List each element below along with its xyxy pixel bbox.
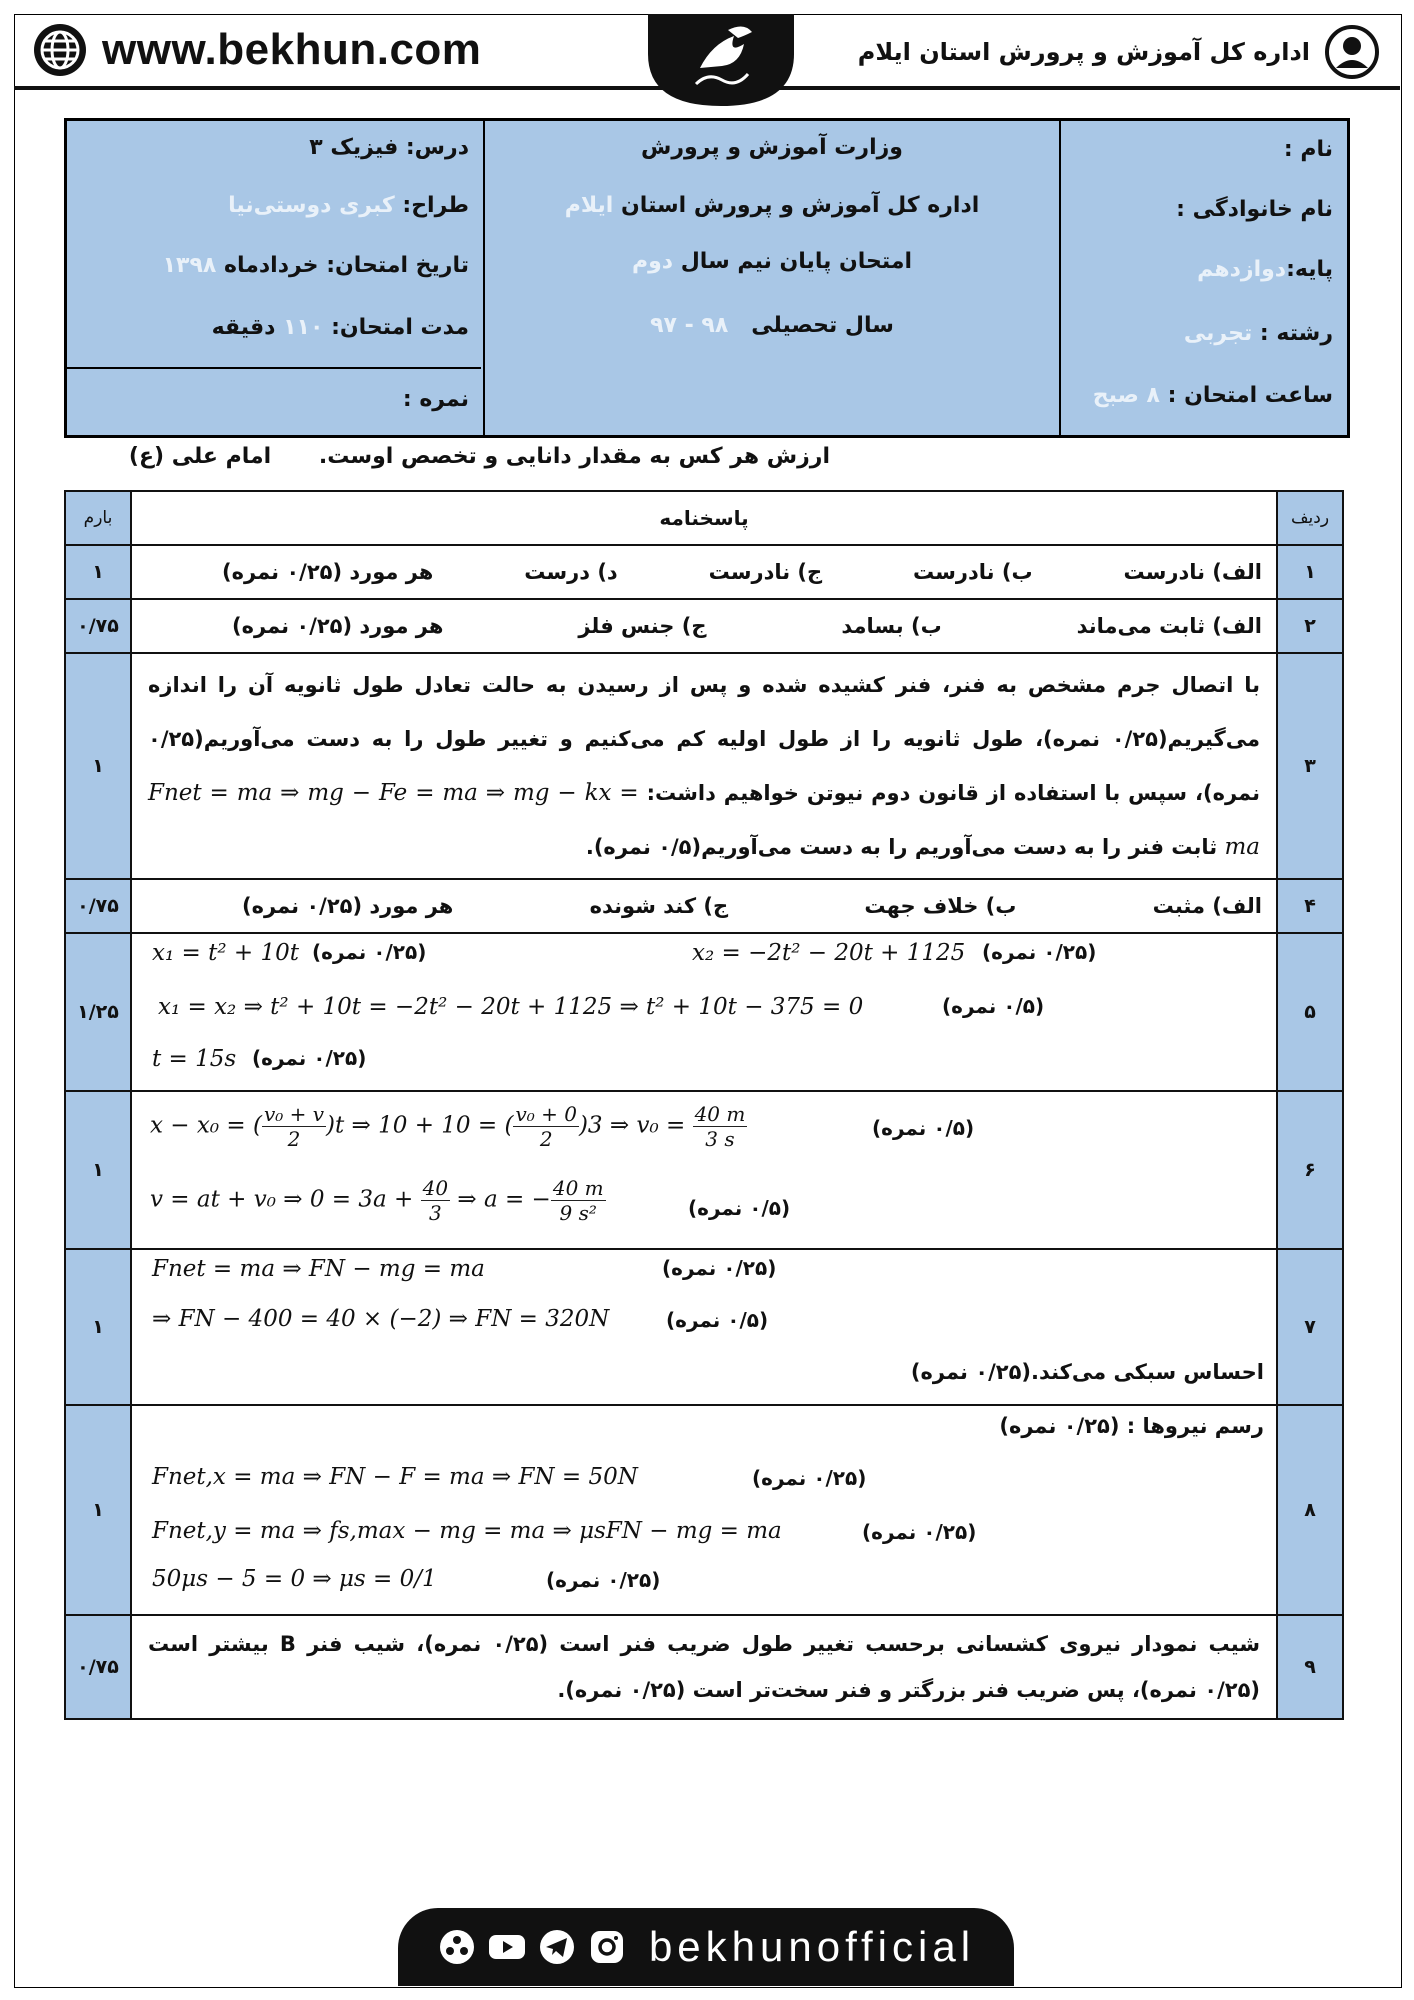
equation: ⇒ FN − 400 = 40 × (−2) ⇒ FN = 320N (152, 1306, 610, 1332)
mark-note: هر مورد (۰/۲۵ نمره) (222, 560, 434, 584)
academic-year-line (485, 313, 1059, 338)
answer-item: ب) خلاف جهت (864, 894, 1017, 918)
academic-year-value: ۹۸ - ۹۷ (650, 313, 729, 338)
mark-note: (۰/۲۵ نمره) (662, 1256, 777, 1280)
field-value: تجربی (1183, 321, 1253, 346)
answer-cell (131, 1091, 1277, 1249)
equation: x₁ = t² + 10t (152, 940, 299, 966)
row-number: ۷ (1277, 1249, 1343, 1405)
numerator: 40 (422, 1176, 449, 1200)
answer-text: ثابت فنر را به دست می‌آوریم را به دست می‌آوریم(۰/۵ نمره). (585, 835, 1218, 859)
mark-note: (۰/۵ نمره) (688, 1196, 791, 1220)
answer-cell (131, 599, 1277, 653)
answer-cell (131, 545, 1277, 599)
row-number: ۲ (1277, 599, 1343, 653)
duration-value: ۱۱۰ (283, 315, 324, 340)
answer-cell (131, 933, 1277, 1091)
department-line (485, 193, 1059, 218)
castbox-icon[interactable] (437, 1927, 477, 1967)
row-number: ۶ (1277, 1091, 1343, 1249)
table-row (65, 599, 1343, 653)
answer-cell (131, 653, 1277, 879)
telegram-icon[interactable] (537, 1927, 577, 1967)
numerator: v₀ + v (263, 1102, 325, 1126)
equation: 50μs − 5 = 0 ⇒ μs = 0/1 (152, 1566, 437, 1592)
row-score: ۰/۷۵ (65, 1615, 131, 1719)
fraction (693, 1102, 748, 1151)
score-label: نمره : (402, 387, 469, 412)
term-value: دوم (631, 249, 674, 274)
row-score: ۱ (65, 1249, 131, 1405)
mark-note: (۰/۵ نمره) (666, 1308, 769, 1332)
numerator: 40 m (694, 1102, 746, 1126)
denominator: 9 s² (559, 1201, 597, 1225)
equation-part: v = at + v₀ ⇒ 0 = 3a + (150, 1186, 421, 1213)
time-line (1093, 383, 1333, 408)
row-number: ۸ (1277, 1405, 1343, 1615)
answer-items (132, 560, 1276, 584)
time-value: ۸ صبح (1092, 383, 1160, 408)
province-value: ایلام (564, 193, 614, 218)
answer-cell (131, 1249, 1277, 1405)
row-number: ۵ (1277, 933, 1343, 1091)
answer-text: احساس سبکی می‌کند.(۰/۲۵ نمره) (910, 1360, 1264, 1384)
denominator: 2 (539, 1127, 553, 1151)
table-row (65, 933, 1343, 1091)
course-info (67, 121, 481, 435)
answer-item: ج) نادرست (708, 560, 823, 584)
row-number: ۹ (1277, 1615, 1343, 1719)
instagram-icon[interactable] (587, 1927, 627, 1967)
table-row (65, 653, 1343, 879)
equation (150, 1176, 606, 1225)
mark-note: (۰/۲۵ نمره) (546, 1568, 661, 1592)
row-score: ۱/۲۵ (65, 933, 131, 1091)
mark-note: (۰/۲۵ نمره) (252, 1046, 367, 1070)
equation: Fnet,y = ma ⇒ fs,max − mg = ma ⇒ μsFN − mg = ma (152, 1518, 782, 1544)
quote-text: ارزش هر کس به مقدار دانایی و تخصص اوست. (318, 444, 830, 469)
table-row (65, 879, 1343, 933)
header-row-number: ردیف (1277, 491, 1343, 545)
row-score: ۱ (65, 545, 131, 599)
row-number: ۱ (1277, 545, 1343, 599)
mark-note: هر مورد (۰/۲۵ نمره) (242, 894, 454, 918)
equation: x₂ = −2t² − 20t + 1125 (692, 940, 966, 966)
designer-label: طراح: (402, 193, 469, 218)
equation: Fnet = ma ⇒ FN − mg = ma (152, 1256, 485, 1282)
field-line (1184, 321, 1333, 346)
mark-note: هر مورد (۰/۲۵ نمره) (232, 614, 444, 638)
grade-line (1197, 257, 1333, 282)
answer-item: ج) کند شونده (589, 894, 729, 918)
name-label: نام : (1283, 137, 1333, 162)
row-number: ۴ (1277, 879, 1343, 933)
grade-label: پایه: (1286, 257, 1333, 282)
duration-label: مدت امتحان: (331, 315, 469, 340)
org-title-block (858, 24, 1380, 80)
row-score: ۱ (65, 1405, 131, 1615)
table-row (65, 1249, 1343, 1405)
answer-item: د) درست (524, 560, 618, 584)
student-info (1059, 121, 1347, 435)
table-header-row (65, 491, 1343, 545)
exam-title-block (483, 121, 1059, 435)
answer-items (132, 894, 1276, 918)
top-bar (14, 14, 1400, 90)
duration-line (212, 315, 469, 340)
site-link[interactable] (32, 22, 481, 78)
header-score: بارم (65, 491, 131, 545)
answer-item: ب) نادرست (913, 560, 1033, 584)
mark-note: (۰/۵ نمره) (872, 1116, 975, 1140)
time-label: ساعت امتحان : (1167, 383, 1333, 408)
answer-items (132, 614, 1276, 638)
header-answer: پاسخنامه (131, 491, 1277, 545)
exam-term-line (485, 249, 1059, 274)
answer-item: ب) بسامد (841, 614, 942, 638)
org-title: اداره کل آموزش و پرورش استان ایلام (857, 38, 1310, 66)
equation: x₁ = x₂ ⇒ t² + 10t = −2t² − 20t + 1125 ⇒ t² + 10t − 375 = 0 (158, 994, 864, 1020)
site-url: www.bekhun.com (102, 25, 482, 74)
table-row (65, 1615, 1343, 1719)
answer-text: با اتصال جرم مشخص به فنر، فنر کشیده شده و پس از رسیدن به حالت تعادل طول ثانویه آن را اندازه می‌گیریم(۰/۲۵ نمره)، طول ثانویه را از طول اولیه کم می‌کنیم و تغییر طول را به دست می‌آوریم(۰/۲۵ نمره)، سپس با استفاده از قانون دوم نیوتن خواهیم داشت: (148, 673, 1260, 805)
subject: درس: فیزیک ۳ (309, 135, 469, 160)
equation-part: )3 ⇒ v₀ = (578, 1112, 693, 1139)
equation (150, 1102, 747, 1151)
equation: t = 15s (152, 1046, 237, 1072)
answer-item: الف) نادرست (1123, 560, 1262, 584)
row-score: ۰/۷۵ (65, 599, 131, 653)
answer-cell (131, 1405, 1277, 1615)
table-row (65, 1405, 1343, 1615)
answer-table (64, 490, 1344, 1720)
user-icon (1324, 24, 1380, 80)
equation: Fnet,x = ma ⇒ FN − F = ma ⇒ FN = 50N (152, 1464, 638, 1490)
mark-note: (۰/۵ نمره) (942, 994, 1045, 1018)
mark-note: (۰/۲۵ نمره) (862, 1520, 977, 1544)
designer-value: کبری دوستی‌نیا (228, 193, 395, 218)
denominator: 3 s (705, 1127, 735, 1151)
globe-icon (32, 22, 88, 78)
table-row (65, 545, 1343, 599)
answer-cell (131, 1615, 1277, 1719)
denominator: 2 (287, 1127, 301, 1151)
social-bar (398, 1908, 1014, 1986)
row-score: ۱ (65, 1091, 131, 1249)
answer-text: رسم نیروها : (۰/۲۵ نمره) (999, 1414, 1264, 1438)
fraction (551, 1176, 606, 1225)
quote-line (128, 444, 830, 469)
exam-date-label: تاریخ امتحان: خردادماه (224, 253, 469, 278)
bekhun-logo (648, 14, 794, 106)
answer-text: شیب نمودار نیروی کشسانی برحسب تغییر طول ضریب فنر است (۰/۲۵ نمره)، شیب فنر B بیشتر است (۰/۲۵ نمره)، پس ضریب فنر بزرگتر و فنر سخت‌تر است (۰/۲۵ نمره). (148, 1632, 1260, 1702)
equation-part: x − x₀ = ( (150, 1112, 262, 1139)
equation-part: ⇒ a = − (450, 1186, 551, 1213)
answer-item: الف) مثبت (1152, 894, 1262, 918)
mark-note: (۰/۲۵ نمره) (312, 940, 427, 964)
ministry-title: وزارت آموزش و پرورش (641, 135, 903, 160)
quote-author: امام علی (ع) (128, 444, 272, 469)
duration-unit: دقیقه (211, 315, 276, 340)
divider (67, 367, 481, 369)
equation-part: )t ⇒ 10 + 10 = ( (326, 1112, 514, 1139)
newton-formula: Fnet = ma ⇒ mg − Fe = ma ⇒ mg − kx = ma (148, 780, 1260, 860)
field-label: رشته : (1259, 321, 1333, 346)
numerator: v₀ + 0 (515, 1102, 577, 1126)
mark-note: (۰/۲۵ نمره) (982, 940, 1097, 964)
row-score: ۱ (65, 653, 131, 879)
row-score: ۰/۷۵ (65, 879, 131, 933)
exam-date-line (163, 253, 469, 278)
fraction (513, 1102, 579, 1151)
department-label: اداره کل آموزش و پرورش استان (621, 193, 980, 218)
table-row (65, 1091, 1343, 1249)
answer-cell (131, 879, 1277, 933)
social-handle[interactable]: bekhunofficial (648, 1923, 976, 1970)
numerator: 40 m (552, 1176, 604, 1200)
exam-info-box (64, 118, 1350, 438)
denominator: 3 (428, 1201, 442, 1225)
designer-line (228, 193, 469, 218)
answer-paragraph (132, 654, 1276, 878)
academic-year-label: سال تحصیلی (751, 313, 894, 338)
grade-value: دوازدهم (1197, 257, 1287, 282)
row-number: ۳ (1277, 653, 1343, 879)
exam-term-label: امتحان پایان نیم سال (680, 249, 913, 274)
mark-note: (۰/۲۵ نمره) (752, 1466, 867, 1490)
exam-date-value: ۱۳۹۸ (162, 253, 217, 278)
answer-item: ج) جنس فلز (578, 614, 707, 638)
answer-item: الف) ثابت می‌ماند (1076, 614, 1262, 638)
fraction (262, 1102, 326, 1151)
fraction (421, 1176, 450, 1225)
family-label: نام خانوادگی : (1176, 197, 1333, 222)
youtube-icon[interactable] (487, 1927, 527, 1967)
